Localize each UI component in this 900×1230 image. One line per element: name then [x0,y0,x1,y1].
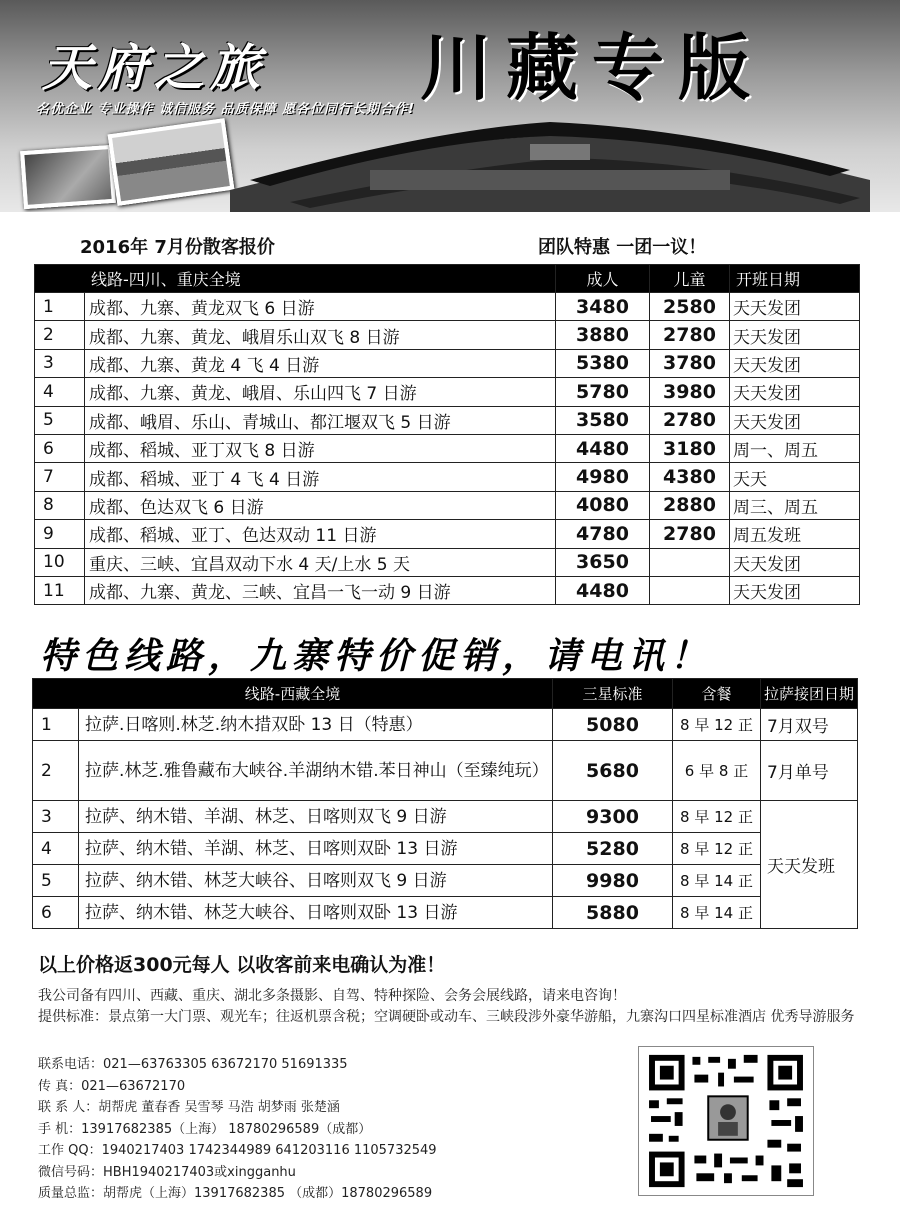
temple-roof-image [230,110,870,212]
child-price: 2780 [650,406,730,434]
table-row [35,321,860,349]
route-name: 拉萨、纳木错、羊湖、林芝、日喀则双卧 13 日游 [79,833,553,865]
col-route-header: 线路-西藏全境 [33,679,553,709]
adult-price: 3650 [556,548,650,576]
child-price: 3780 [650,349,730,377]
col-price-header: 三星标准 [553,679,673,709]
route-number: 6 [33,897,79,929]
child-price: 2580 [650,293,730,321]
route-number: 3 [33,801,79,833]
child-price: 4380 [650,463,730,491]
adult-price: 5780 [556,378,650,406]
table-row [35,463,860,491]
adult-price: 5380 [556,349,650,377]
table-header-row [33,679,858,709]
departure-date: 天天发团 [730,293,860,321]
departure-date: 天天发团 [730,378,860,406]
price-heading: 2016年 7月份散客报价 [80,237,275,258]
col-date-header: 开班日期 [730,265,860,293]
contact-supervisor: 质量总监：胡帮虎（上海）13917682385 （成都）18780296589 [38,1186,433,1201]
departure-date: 7月单号 [761,741,858,801]
adult-price: 3480 [556,293,650,321]
route-name: 重庆、三峡、宜昌双动下水 4 天/上水 5 天 [85,548,556,576]
departure-date: 天天发班 [761,801,858,929]
table-row [35,378,860,406]
route-number: 5 [35,406,85,434]
route-number: 4 [33,833,79,865]
contact-people: 联 系 人：胡帮虎 董春香 吴雪琴 马浩 胡梦雨 张楚涵 [38,1100,340,1115]
meal-count: 8 早 14 正 [673,897,761,929]
col-child-header: 儿童 [650,265,730,293]
meal-count: 8 早 14 正 [673,865,761,897]
route-name: 成都、九寨、黄龙、峨眉、乐山四飞 7 日游 [85,378,556,406]
contact-mobile: 手 机：13917682385（上海） 18780296589（成都） [38,1121,372,1137]
route-number: 5 [33,865,79,897]
departure-date: 周一、周五 [730,434,860,462]
tour-price: 5680 [553,741,673,801]
route-name: 成都、九寨、黄龙双飞 6 日游 [85,293,556,321]
table-row [35,548,860,576]
contact-phone: 联系电话：021—63763305 63672170 51691335 [38,1057,348,1072]
rebate-notice: 以上价格返300元每人 以收客前来电确认为准！ [38,954,446,976]
team-offer-heading: 团队特惠 一团一议！ [538,237,707,258]
route-name: 拉萨、纳木错、林芝大峡谷、日喀则双飞 9 日游 [79,865,553,897]
adult-price: 3580 [556,406,650,434]
table-header-row [35,265,860,293]
table-row [35,293,860,321]
departure-date: 7月双号 [761,709,858,741]
route-name: 拉萨、纳木错、林芝大峡谷、日喀则双卧 13 日游 [79,897,553,929]
promo-banner: 特色线路，九寨特价促销，请电讯！ [40,635,713,677]
meal-count: 8 早 12 正 [673,709,761,741]
departure-date: 周三、周五 [730,491,860,519]
route-name: 成都、稻城、亚丁 4 飞 4 日游 [85,463,556,491]
child-price: 2880 [650,491,730,519]
route-name: 成都、色达双飞 6 日游 [85,491,556,519]
departure-date: 天天发团 [730,406,860,434]
route-number: 1 [35,293,85,321]
route-number: 9 [35,520,85,548]
route-number: 11 [35,576,85,604]
tibet-price-table [32,678,858,929]
tour-price: 5880 [553,897,673,929]
table-row [33,741,858,801]
col-adult-header: 成人 [556,265,650,293]
meal-count: 8 早 12 正 [673,801,761,833]
adult-price: 4480 [556,576,650,604]
child-price [650,548,730,576]
contact-qq: 工作 QQ：1940217403 1742344989 641203116 1105732549 [38,1143,437,1158]
contact-fax: 传 真：021—63672170 [38,1078,186,1094]
info-line: 提供标准：景点第一大门票、观光车；往返机票含税；空调硬卧或动车、三峡段涉外豪华游船，九寨沟口四星标准酒店 优秀导游服务 [38,1009,855,1025]
col-route-header: 线路-四川、重庆全境 [35,265,556,293]
contact-block [38,1054,437,1205]
meal-count: 8 早 12 正 [673,833,761,865]
departure-date: 天天发团 [730,349,860,377]
route-name: 拉萨.日喀则.林芝.纳木措双卧 13 日（特惠） [79,709,553,741]
adult-price: 3880 [556,321,650,349]
route-name: 成都、稻城、亚丁、色达双动 11 日游 [85,520,556,548]
table-row [35,520,860,548]
table-row [33,709,858,741]
header-banner [0,0,900,212]
table-row [35,406,860,434]
tour-price: 5080 [553,709,673,741]
child-price: 2780 [650,520,730,548]
route-number: 2 [33,741,79,801]
child-price [650,576,730,604]
table-row [35,349,860,377]
route-number: 2 [35,321,85,349]
adult-price: 4480 [556,434,650,462]
route-number: 7 [35,463,85,491]
route-name: 拉萨、纳木错、羊湖、林芝、日喀则双飞 9 日游 [79,801,553,833]
table-row [33,801,858,833]
route-name: 成都、九寨、黄龙、三峡、宜昌一飞一动 9 日游 [85,576,556,604]
col-meal-header: 含餐 [673,679,761,709]
route-name: 成都、峨眉、乐山、青城山、都江堰双飞 5 日游 [85,406,556,434]
child-price: 3180 [650,434,730,462]
departure-date: 天天 [730,463,860,491]
table-row [33,833,858,865]
info-line: 我公司备有四川、西藏、重庆、湖北多条摄影、自驾、特种探险、会务会展线路，请来电咨询！ [38,988,626,1004]
route-number: 1 [33,709,79,741]
brand-name: 天府之旅 [42,38,266,97]
tour-price: 9300 [553,801,673,833]
table-row [35,491,860,519]
contact-wechat: 微信号码：HBH1940217403或xingganhu [38,1164,296,1180]
departure-date: 天天发团 [730,548,860,576]
child-price: 3980 [650,378,730,406]
banner-title: 川藏专版 [420,25,765,110]
buddha-photo [20,145,116,209]
route-name: 拉萨.林芝.雅鲁藏布大峡谷.羊湖纳木错.苯日神山（至臻纯玩） [79,741,553,801]
route-number: 3 [35,349,85,377]
sichuan-price-table [34,264,860,605]
route-number: 6 [35,434,85,462]
service-info [38,986,858,1028]
adult-price: 4980 [556,463,650,491]
route-number: 4 [35,378,85,406]
route-number: 10 [35,548,85,576]
col-date-header: 拉萨接团日期 [761,679,858,709]
tour-price: 9980 [553,865,673,897]
route-name: 成都、九寨、黄龙、峨眉乐山双飞 8 日游 [85,321,556,349]
table-row [35,576,860,604]
route-name: 成都、九寨、黄龙 4 飞 4 日游 [85,349,556,377]
table-row [33,865,858,897]
departure-date: 天天发团 [730,321,860,349]
wechat-qr-code [638,1046,814,1196]
adult-price: 4080 [556,491,650,519]
child-price: 2780 [650,321,730,349]
table-row [33,897,858,929]
meal-count: 6 早 8 正 [673,741,761,801]
potala-photo [108,118,235,206]
departure-date: 周五发班 [730,520,860,548]
departure-date: 天天发团 [730,576,860,604]
table-row [35,434,860,462]
tour-price: 5280 [553,833,673,865]
route-number: 8 [35,491,85,519]
banner-slogan: 名优企业 专业操作 诚信服务 品质保障 愿各位同行长期合作! [36,102,416,117]
adult-price: 4780 [556,520,650,548]
route-name: 成都、稻城、亚丁双飞 8 日游 [85,434,556,462]
